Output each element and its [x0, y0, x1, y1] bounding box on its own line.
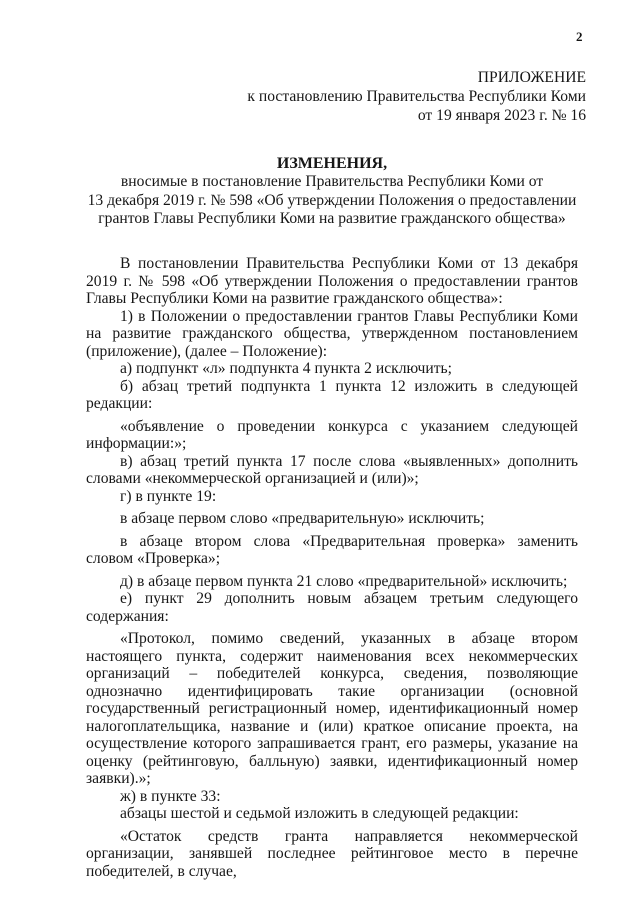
paragraph: в абзаце первом слово «предварительную» исключить; [120, 510, 485, 527]
paragraph: б) абзац третий подпункта 1 пункта 12 изложить в следующей редакции: [86, 377, 578, 412]
paragraph: В постановлении Правительства Республики Коми от 13 декабря 2019 г. № 598 «Об утверждении Положения о предоставлении грантов Главы Республики Коми на развитие гражданского общества»: [86, 255, 578, 307]
paragraph: 1) в Положении о предоставлении грантов Главы Республики Коми на развитие гражданского общества, утвержденном постановлением (приложение), (далее – Положение): [86, 307, 578, 360]
appendix-resolution: к постановлению Правительства Республики Коми [247, 88, 586, 105]
paragraph: д) в абзаце первом пункта 21 слово «предварительной» исключить; [120, 572, 568, 590]
heading-line-2: 13 декабря 2019 г. № 598 «Об утверждении Положения о предоставлении [87, 191, 577, 209]
paragraph: «объявление о проведении конкурса с указанием следующей информации:»; [86, 417, 578, 452]
appendix-title: ПРИЛОЖЕНИЕ [477, 69, 586, 86]
paragraph: ж) в пункте 33: [120, 787, 221, 805]
page-number: 2 [576, 29, 583, 44]
document-heading [86, 154, 578, 229]
appendix-date: от 19 января 2023 г. № 16 [417, 107, 586, 124]
paragraph: «Остаток средств гранта направляется некоммерческой организации, занявшей последнее рейтинговое место в перечне победителей, в случае, [86, 827, 578, 880]
document-title: ИЗМЕНЕНИЯ, [276, 155, 388, 172]
document-body [86, 255, 578, 880]
paragraph: в) абзац третий пункта 17 после слова «выявленных» дополнить словами «некоммерческой организацией и (или)»; [86, 452, 578, 487]
paragraph: г) в пункте 19: [120, 487, 217, 505]
paragraph: е) пункт 29 дополнить новым абзацем третьим следующего содержания: [86, 590, 578, 625]
appendix-block [247, 68, 586, 125]
heading-line-1: вносимые в постановление Правительства Республики Коми от [120, 173, 544, 190]
heading-line-3: грантов Главы Республики Коми на развитие гражданского общества» [98, 210, 566, 227]
paragraph: в абзаце втором слова «Предварительная проверка» заменить словом «Проверка»; [86, 532, 578, 567]
paragraph: абзацы шестой и седьмой изложить в следующей редакции: [120, 805, 519, 822]
paragraph: «Протокол, помимо сведений, указанных в абзаце втором настоящего пункта, содержит наименования всех некоммерческих организаций – победителей конкурса, сведения, позволяющие однозначно идентифицировать такие организации (основной государственный регистрационный номер, идентификационный номер налогоплательщика, название и (или) краткое описание проекта, на осуществление которого запрашивается грант, его размеры, указание на оценку (рейтинговую, балльную) заявки, идентификационный номер заявки).»; [86, 630, 578, 787]
paragraph: а) подпункт «л» подпункта 4 пункта 2 исключить; [120, 360, 452, 377]
